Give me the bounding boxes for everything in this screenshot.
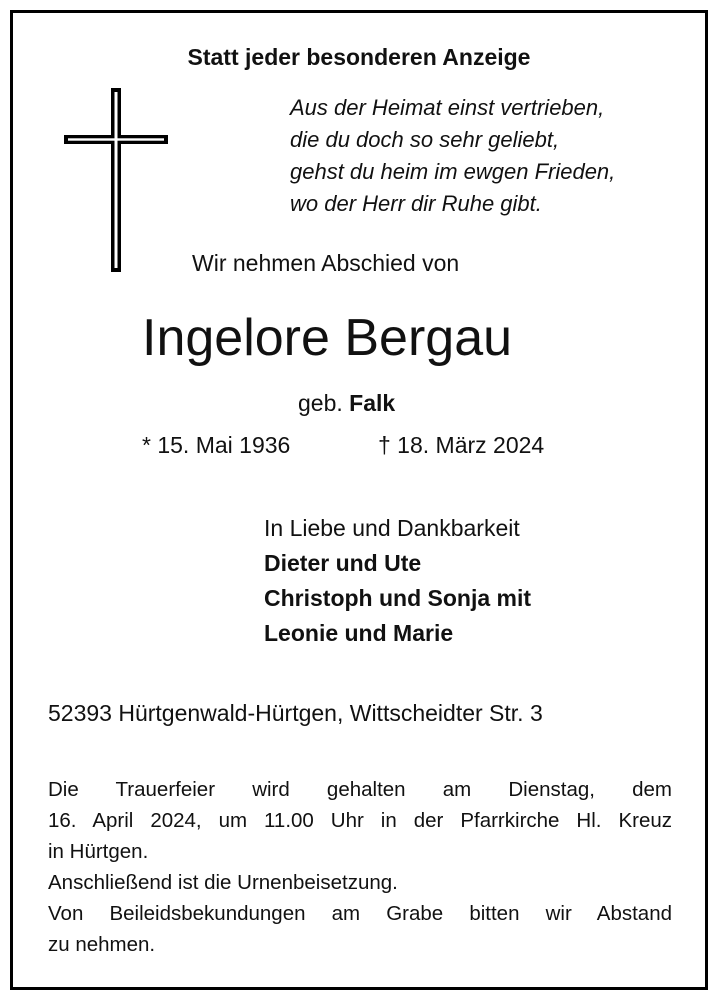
poem	[290, 92, 615, 220]
poem-line: wo der Herr dir Ruhe gibt.	[290, 191, 542, 216]
notice-line: zu nehmen.	[48, 933, 156, 956]
notice-line: 16. April 2024, um 11.00 Uhr in der Pfarrkirche Hl. Kreuz	[48, 809, 672, 832]
family-signature	[264, 511, 531, 651]
death-date: † 18. März 2024	[378, 432, 545, 458]
birth-date: * 15. Mai 1936	[142, 432, 291, 458]
family-intro: In Liebe und Dankbarkeit	[264, 515, 520, 541]
deceased-name: Ingelore Bergau	[142, 309, 513, 367]
notice-line: Anschließend ist die Urnenbeisetzung.	[48, 871, 398, 894]
notice-line: in Hürtgen.	[48, 840, 149, 863]
notice-line: Die Trauerfeier wird gehalten am Dienstag, dem	[48, 778, 672, 801]
funeral-notice	[48, 774, 672, 960]
family-line: Christoph und Sonja mit	[264, 585, 532, 611]
born-name: Falk	[349, 390, 396, 416]
farewell-text: Wir nehmen Abschied von	[192, 250, 460, 276]
birth-name	[298, 390, 395, 417]
poem-line: Aus der Heimat einst vertrieben,	[290, 95, 605, 120]
cross-icon	[64, 88, 168, 272]
notice-line: Von Beileidsbekundungen am Grabe bitten wir Abstand	[48, 902, 672, 925]
family-line: Dieter und Ute	[264, 550, 422, 576]
family-line: Leonie und Marie	[264, 620, 454, 646]
born-prefix: geb.	[298, 390, 343, 416]
poem-line: gehst du heim im ewgen Frieden,	[290, 159, 616, 184]
address: 52393 Hürtgenwald-Hürtgen, Wittscheidter Str. 3	[48, 700, 543, 726]
header-text: Statt jeder besonderen Anzeige	[187, 44, 531, 70]
poem-line: die du doch so sehr geliebt,	[290, 127, 560, 152]
